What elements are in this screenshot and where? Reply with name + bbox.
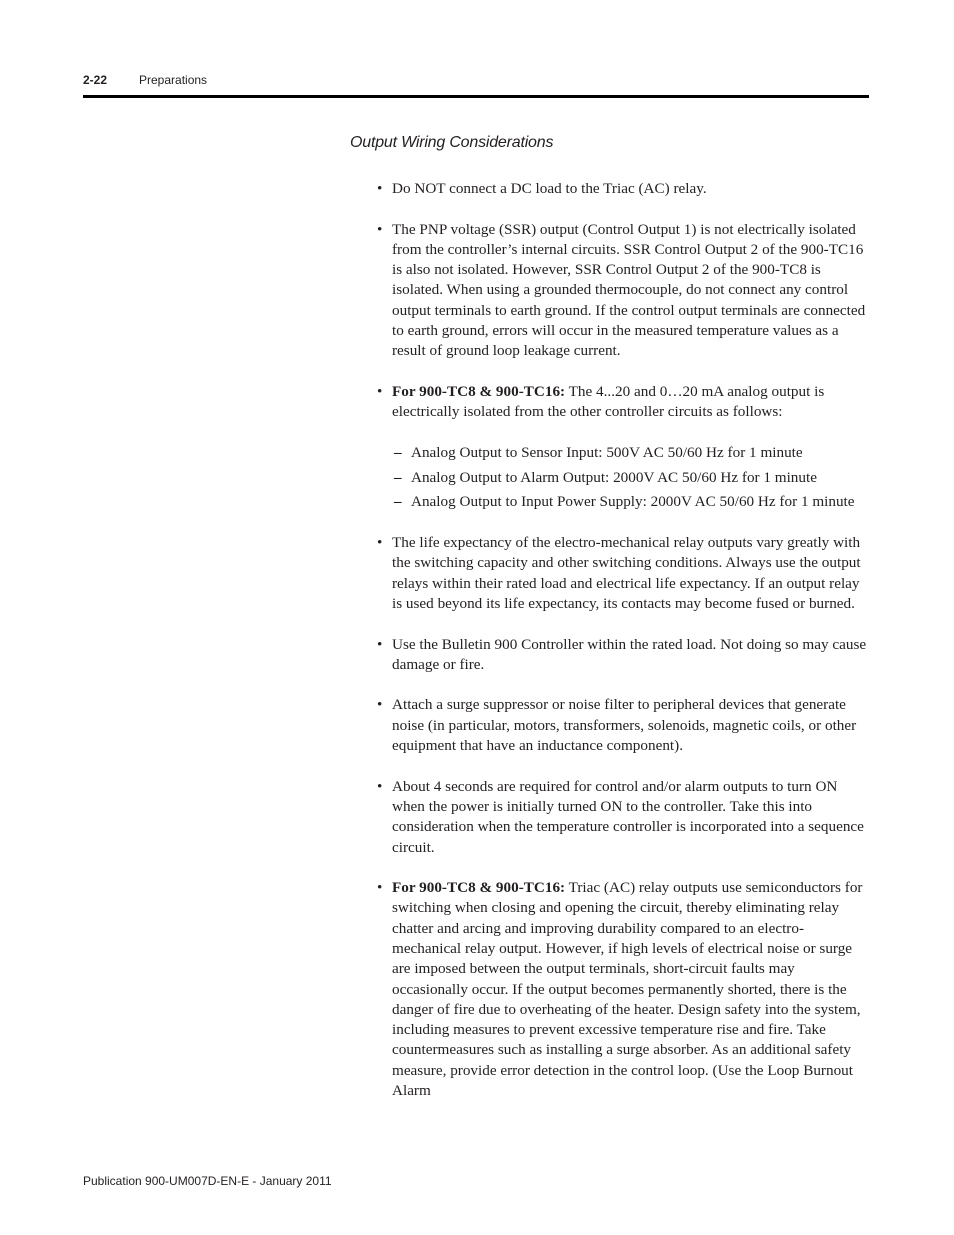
page-number: 2-22 bbox=[83, 73, 108, 87]
bullet-text: About 4 seconds are required for control and/or alarm outputs to turn ON when the power is initially turned ON to the controller. Take this into consideration when the temperature controller is incorporated into a sequence circuit. bbox=[392, 777, 864, 856]
dash-item bbox=[394, 468, 873, 488]
dash-text: Analog Output to Alarm Output: 2000V AC 50/60 Hz for 1 minute bbox=[411, 468, 817, 486]
bullet-item bbox=[377, 533, 873, 614]
bullet-mark: • bbox=[377, 180, 383, 197]
dash-item bbox=[394, 492, 873, 512]
dash-mark: – bbox=[394, 493, 402, 511]
dash-item bbox=[394, 443, 873, 463]
bullet-mark: • bbox=[377, 696, 383, 714]
bullet-text: The PNP voltage (SSR) output (Control Output 1) is not electrically isolated from the controller’s internal circuits. SSR Control Output 2 of the 900-TC16 is also not isolated. However, SSR Control Output 2 of the 900-TC8 is isolated. When using a grounded thermocouple, do not connect any control output terminals to earth ground. If the control output terminals are connected to earth ground, errors will occur in the measured temperature values as a result of ground loop leakage current. bbox=[392, 220, 866, 360]
bullet-item bbox=[377, 382, 873, 423]
bullet-bold-lead: For 900-TC8 & 900-TC16: bbox=[392, 879, 566, 897]
bullet-item bbox=[377, 878, 873, 1101]
bullet-item bbox=[377, 695, 873, 756]
bullet-item bbox=[377, 635, 873, 676]
bullet-text: Triac (AC) relay outputs use semiconductors for switching when closing and opening the circuit, thereby eliminating relay chatter and arcing and improving durability compared to an electro-mechanical relay output. However, if high levels of electrical noise or surge are imposed between the output terminals, short-circuit faults may occasionally occur. If the output becomes permanently shorted, there is the danger of fire due to overheating of the heater. Design safety into the system, including measures to prevent excessive temperature rise and fire. Take countermeasures such as installing a surge absorber. As an additional safety measure, provide error detection in the control loop. (Use the Loop Burnout Alarm bbox=[392, 879, 863, 1100]
bullet-text: The 4...20 and 0…20 mA analog output is electrically isolated from the other controller circuits as follows: bbox=[392, 382, 825, 421]
bullet-text: Use the Bulletin 900 Controller within the rated load. Not doing so may cause damage or fire. bbox=[392, 635, 867, 673]
header-rule bbox=[83, 95, 869, 98]
bullet-mark: • bbox=[377, 534, 383, 552]
bullet-item bbox=[377, 777, 873, 858]
bullet-text: The life expectancy of the electro-mechanical relay outputs vary greatly with the switching capacity and other switching conditions. Always use the output relays within their rated load and electrical life expectancy. If an output relay is used beyond its life expectancy, its contacts may become fused or burned. bbox=[392, 534, 861, 612]
bullet-item bbox=[377, 179, 873, 199]
page-footer: Publication 900-UM007D-EN-E - January 2011 bbox=[83, 1174, 332, 1188]
bullet-mark: • bbox=[377, 382, 383, 400]
bullet-bold-lead: For 900-TC8 & 900-TC16: bbox=[392, 382, 566, 400]
section-name: Preparations bbox=[139, 73, 208, 87]
bullet-mark: • bbox=[377, 220, 383, 238]
section-heading: Output Wiring Considerations bbox=[350, 134, 554, 151]
dash-list bbox=[377, 443, 873, 513]
dash-mark: – bbox=[394, 443, 402, 461]
dash-text: Analog Output to Input Power Supply: 2000V AC 50/60 Hz for 1 minute bbox=[411, 493, 855, 511]
dash-text: Analog Output to Sensor Input: 500V AC 50/60 Hz for 1 minute bbox=[411, 443, 803, 461]
dash-mark: – bbox=[394, 468, 402, 486]
bullet-mark: • bbox=[377, 635, 383, 653]
bullet-item bbox=[377, 220, 873, 362]
bullet-text: Attach a surge suppressor or noise filter to peripheral devices that generate noise (in particular, motors, transformers, solenoids, magnetic coils, or other equipment that have an inductance component). bbox=[392, 696, 857, 755]
bullet-mark: • bbox=[377, 879, 383, 897]
bullet-text: Do NOT connect a DC load to the Triac (AC) relay. bbox=[392, 180, 707, 197]
page-header bbox=[83, 73, 869, 90]
bullet-mark: • bbox=[377, 777, 383, 795]
content-body bbox=[377, 179, 873, 1122]
